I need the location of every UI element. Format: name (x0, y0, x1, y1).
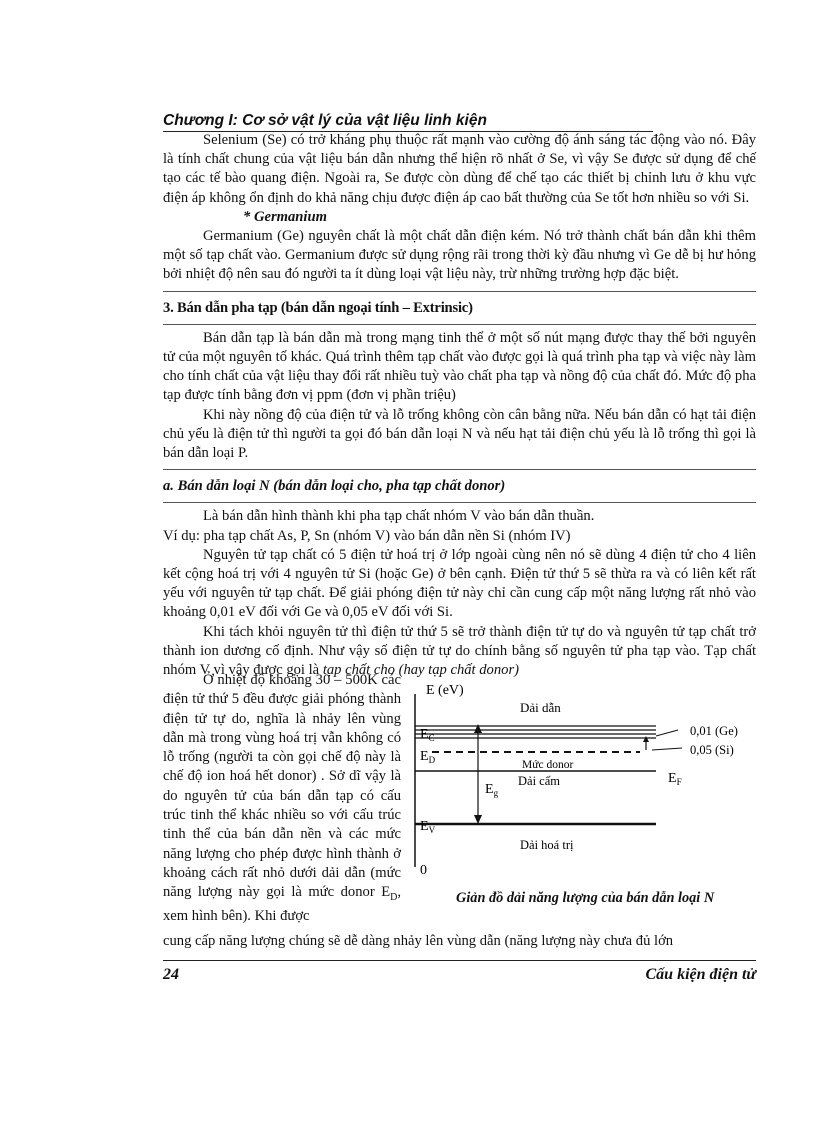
subsection-a-heading: a. Bán dẫn loại N (bán dẫn loại cho, pha tạp chất donor) (163, 478, 506, 495)
conduction-band-lines (415, 726, 656, 738)
ionization-arrowhead (643, 736, 649, 742)
ionization-paragraph (163, 671, 401, 927)
ge-energy-label: 0,01 (Ge) (690, 724, 738, 738)
band-gap-arrowhead-down (474, 815, 482, 824)
forbidden-band-label: Dải cấm (518, 774, 560, 788)
book-title: Cấu kiện điện tử (645, 966, 756, 983)
page-number: 24 (163, 966, 179, 983)
germanium-paragraph: Germanium (Ge) nguyên chất là một chất dẫn điện kém. Nó trở thành chất bán dẫn khi thêm một số tạp chất vào. Germanium được sử dụng rộng rãi trong thời kỳ đầu nhưng vì Ge dễ bị hư hỏng bởi nhiệt độ nên sau đó người ta ít dùng loại vật liệu này, trừ những trường hợp đặc biệt. (163, 228, 756, 283)
energy-band-diagram (410, 672, 760, 887)
n-type-definition: Là bán dẫn hình thành khi pha tạp chất nhóm V vào bán dẫn thuần. (203, 508, 595, 525)
ionization-text: Ở nhiệt độ khoảng 30 – 500K các điện tử thứ 5 đều được giải phóng thành điện tử tự do, nghĩa là nhảy lên vùng dẫn mà trong vùng hoá trị vẫn không có lỗ trống (người ta còn gọi chế độ này là chế độ ion hoá hết donor) . Sở dĩ vậy là do nguyên tử của bán dẫn tạp có cấu trúc tinh thể khác nhiều so với cấu trúc tinh thể của bán dẫn nền và các mức năng lượng cho phép được hình thành ở khoảng cách rất nhỏ dưới dải dẫn (mức năng lượng này gọi là mức donor E (163, 672, 401, 901)
ge-leader-line (656, 730, 678, 736)
germanium-heading: * Germanium (243, 208, 327, 225)
subsection-rule (163, 469, 756, 470)
section-rule (163, 324, 756, 325)
ev-label: $E_V$ (420, 819, 436, 835)
subsection-rule (163, 502, 756, 503)
donor-level-label: Mức donor (522, 759, 574, 771)
donor-term: tạp chất cho (hay tạp chất donor) (322, 662, 519, 679)
section-3-heading: 3. Bán dẫn pha tạp (bán dẫn ngoại tính – Extrinsic) (163, 299, 473, 316)
n-type-example: Ví dụ: pha tạp chất As, P, Sn (nhóm V) vào bán dẫn nền Si (nhóm IV) (163, 527, 571, 544)
diagram-caption: Giản đồ dải năng lượng của bán dẫn loại N (456, 890, 715, 906)
si-leader-line (652, 748, 682, 750)
valence-band-label: Dải hoá trị (520, 838, 574, 852)
band-gap-arrowhead-up (474, 724, 482, 733)
footer-rule (163, 960, 756, 961)
section-rule (163, 291, 756, 292)
section-3-paragraph-2: Khi này nồng độ của điện tử và lỗ trống không còn cân bằng nữa. Nếu bán dẫn có hạt tải điện chủ yếu là điện tử thì người ta gọi đó bán dẫn loại N và nếu hạt tải điện chủ yếu là lỗ trống thì gọi là bán dẫn loại P. (163, 406, 756, 462)
chapter-header: Chương I: Cơ sở vật lý của vật liệu linh kiện (163, 112, 487, 129)
eg-label: $E_g$ (485, 782, 499, 798)
ec-label: $E_C$ (420, 727, 435, 743)
donor-subscript: D (390, 892, 398, 904)
continuation-line: cung cấp năng lượng chúng sẽ dễ dàng nhảy lên vùng dẫn (năng lượng này chưa đủ lớn (163, 933, 674, 949)
ionization-text-end: , xem hình bên). Khi được (163, 884, 401, 925)
ed-label: $E_D$ (420, 749, 436, 765)
n-type-paragraph-1: Nguyên tử tạp chất có 5 điện tử hoá trị ở lớp ngoài cùng nên nó sẽ dùng 4 điện tử cho 4 liên kết cộng hoá trị với 4 nguyên tử Si (hoặc Ge) ở bên cạnh. Điện tử thứ 5 sẽ thừa ra và có liên kết rất yếu với nguyên tử tạp chất. Để giải phóng điện tử này chỉ cần cung cấp một năng lượng rất nhỏ vào khoảng 0,01 eV đối với Ge và 0,05 eV đối với Si. (163, 546, 756, 621)
si-energy-label: 0,05 (Si) (690, 743, 734, 757)
body-text (163, 131, 756, 680)
section-3-paragraph-1: Bán dẫn tạp là bán dẫn mà trong mạng tinh thể ở một số nút mạng được thay thế bởi nguyên tử của một nguyên tố khác. Quá trình thêm tạp chất vào được gọi là quá trình pha tạp và việc này làm cho tính chất của vật liệu thay đổi rất nhiều tuỳ vào chất pha tạp và nồng độ của chất đó. Mức độ pha tạp được tính bằng đơn vị ppm (đơn vị phần triệu) (163, 329, 756, 404)
wrapped-text-column (163, 671, 401, 927)
axis-label: E (eV) (426, 683, 464, 698)
conduction-band-label: Dải dẫn (520, 700, 561, 715)
ef-label: $E_F$ (668, 771, 682, 787)
zero-label: 0 (420, 863, 427, 878)
selenium-paragraph: Selenium (Se) có trở kháng phụ thuộc rất mạnh vào cường độ ánh sáng tác động vào nó. Đây là tính chất chung của vật liệu bán dẫn nhưng thể hiện rõ nhất ở Se, vì vậy Se được sử dụng để chế tạo các tế bào quang điện. Ngoài ra, Se được còn dùng để chế tạo các thiết bị chỉnh lưu ở khu vực điện áp không ổn định do khả năng chịu được điện áp cao bất thường của Se tốt hơn nhiều so với Si. (163, 132, 756, 206)
n-type-paragraph-2-text: Khi tách khỏi nguyên tử thì điện tử thứ 5 sẽ trở thành điện tử tự do và nguyên tử tạp chất trở thành ion dương cố định. Như vậy số điện tử tự do chính bằng số nguyên tử pha tạp vào. Tạp chất nhóm V vì vậy được gọi là (163, 623, 756, 679)
